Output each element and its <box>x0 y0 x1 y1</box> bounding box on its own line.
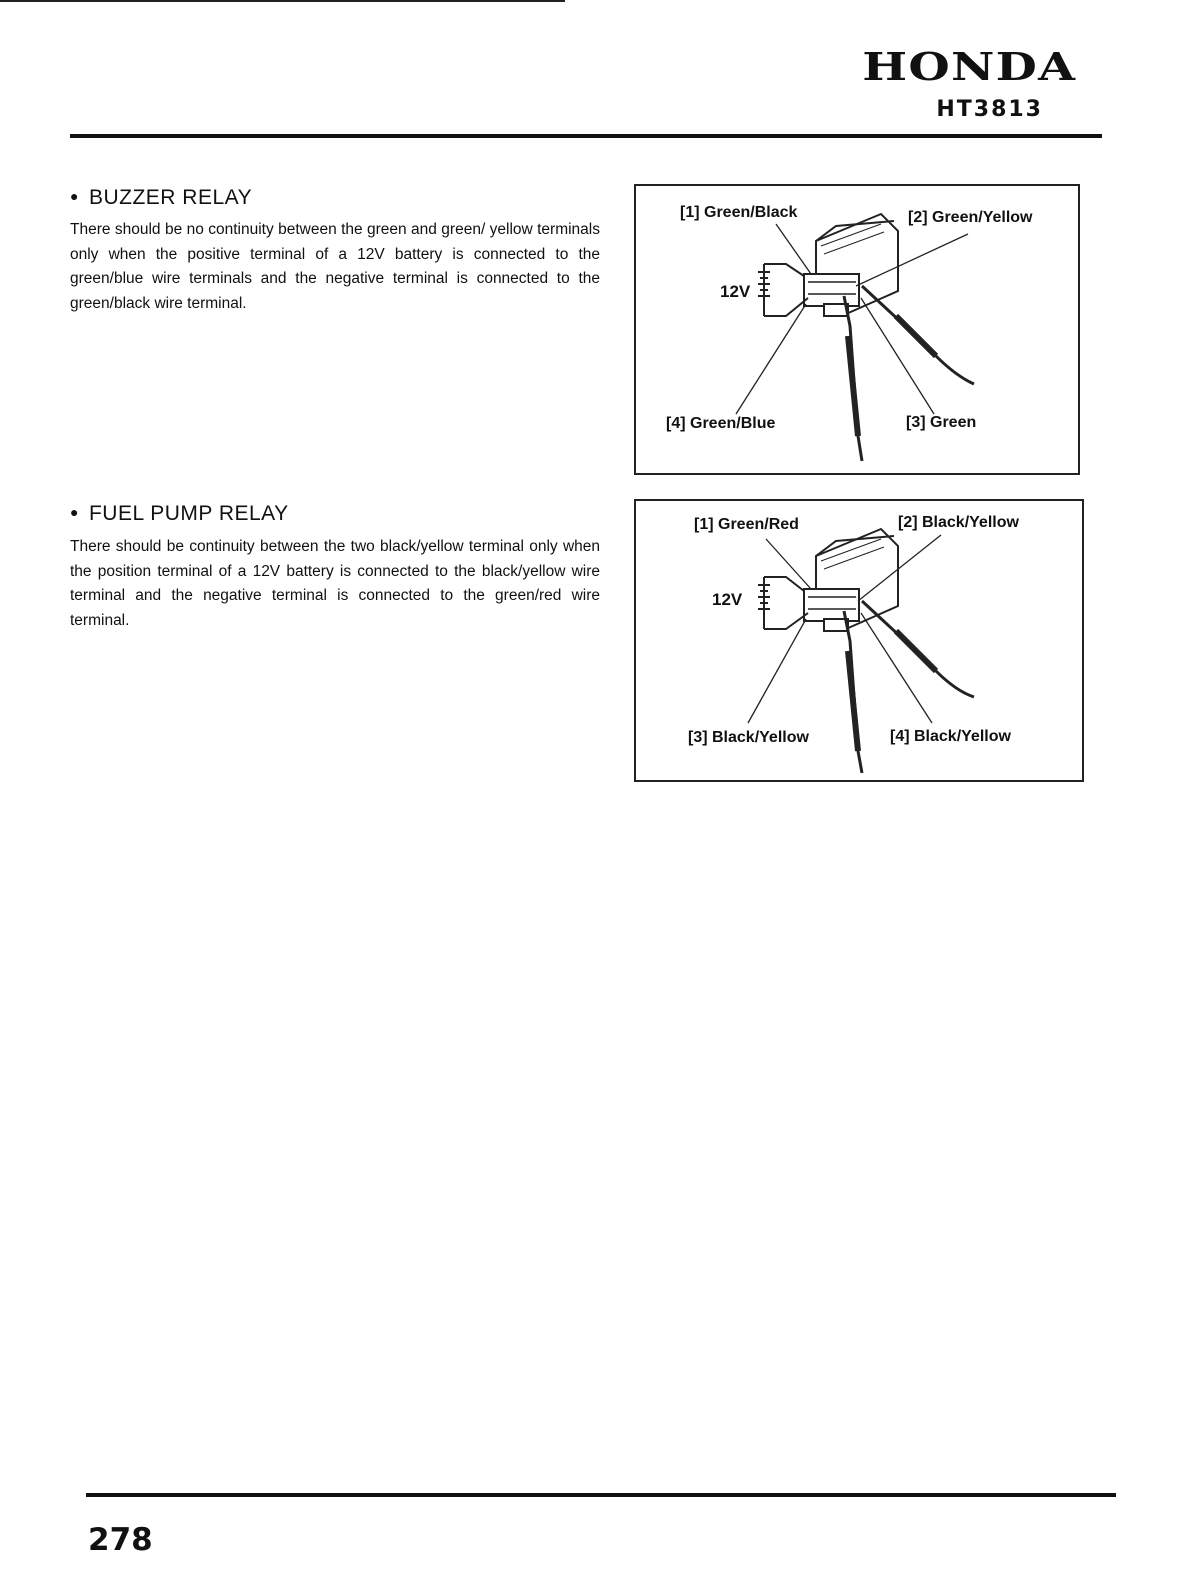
brand-logo: HONDA <box>862 44 1076 89</box>
battery-voltage-label: 12V <box>712 590 743 609</box>
label-terminal-1: [1] Green/Black <box>680 204 798 221</box>
footer-rule <box>86 1493 1116 1497</box>
page-number: 278 <box>88 1522 153 1558</box>
section-heading-fuel-pump-relay: ● FUEL PUMP RELAY <box>70 502 289 525</box>
section-body-fuel-pump-relay: There should be continuity between the two black/yellow terminal only when the position terminal of a 12V battery is connected to the black/yellow wire terminal and the negative terminal is connected to the green/red wire terminal. <box>70 538 600 629</box>
label-terminal-2: [2] Black/Yellow <box>898 514 1019 531</box>
header-rule <box>70 134 1102 138</box>
label-terminal-2: [2] Green/Yellow <box>908 209 1033 226</box>
battery-voltage-label: 12V <box>720 282 751 301</box>
scan-edge-line <box>0 0 565 2</box>
bullet-icon: ● <box>70 504 79 520</box>
model-number: HT3813 <box>936 97 1043 122</box>
bullet-icon: ● <box>70 188 79 204</box>
label-terminal-4: [4] Green/Blue <box>666 415 776 432</box>
label-terminal-3: [3] Black/Yellow <box>688 729 809 746</box>
label-terminal-1: [1] Green/Red <box>694 516 799 533</box>
label-terminal-4: [4] Black/Yellow <box>890 728 1011 745</box>
label-terminal-3: [3] Green <box>906 414 977 431</box>
figure-buzzer-relay <box>634 184 1080 475</box>
section-body-buzzer-relay: There should be no continuity between the green and green/ yellow terminals only when the positive terminal of a 12V battery is connected to the green/blue wire terminals and the negative terminal is connected to the green/black wire terminal. <box>70 221 600 312</box>
section-heading-buzzer-relay: ● BUZZER RELAY <box>70 186 253 209</box>
figure-fuel-pump-relay <box>634 499 1084 782</box>
